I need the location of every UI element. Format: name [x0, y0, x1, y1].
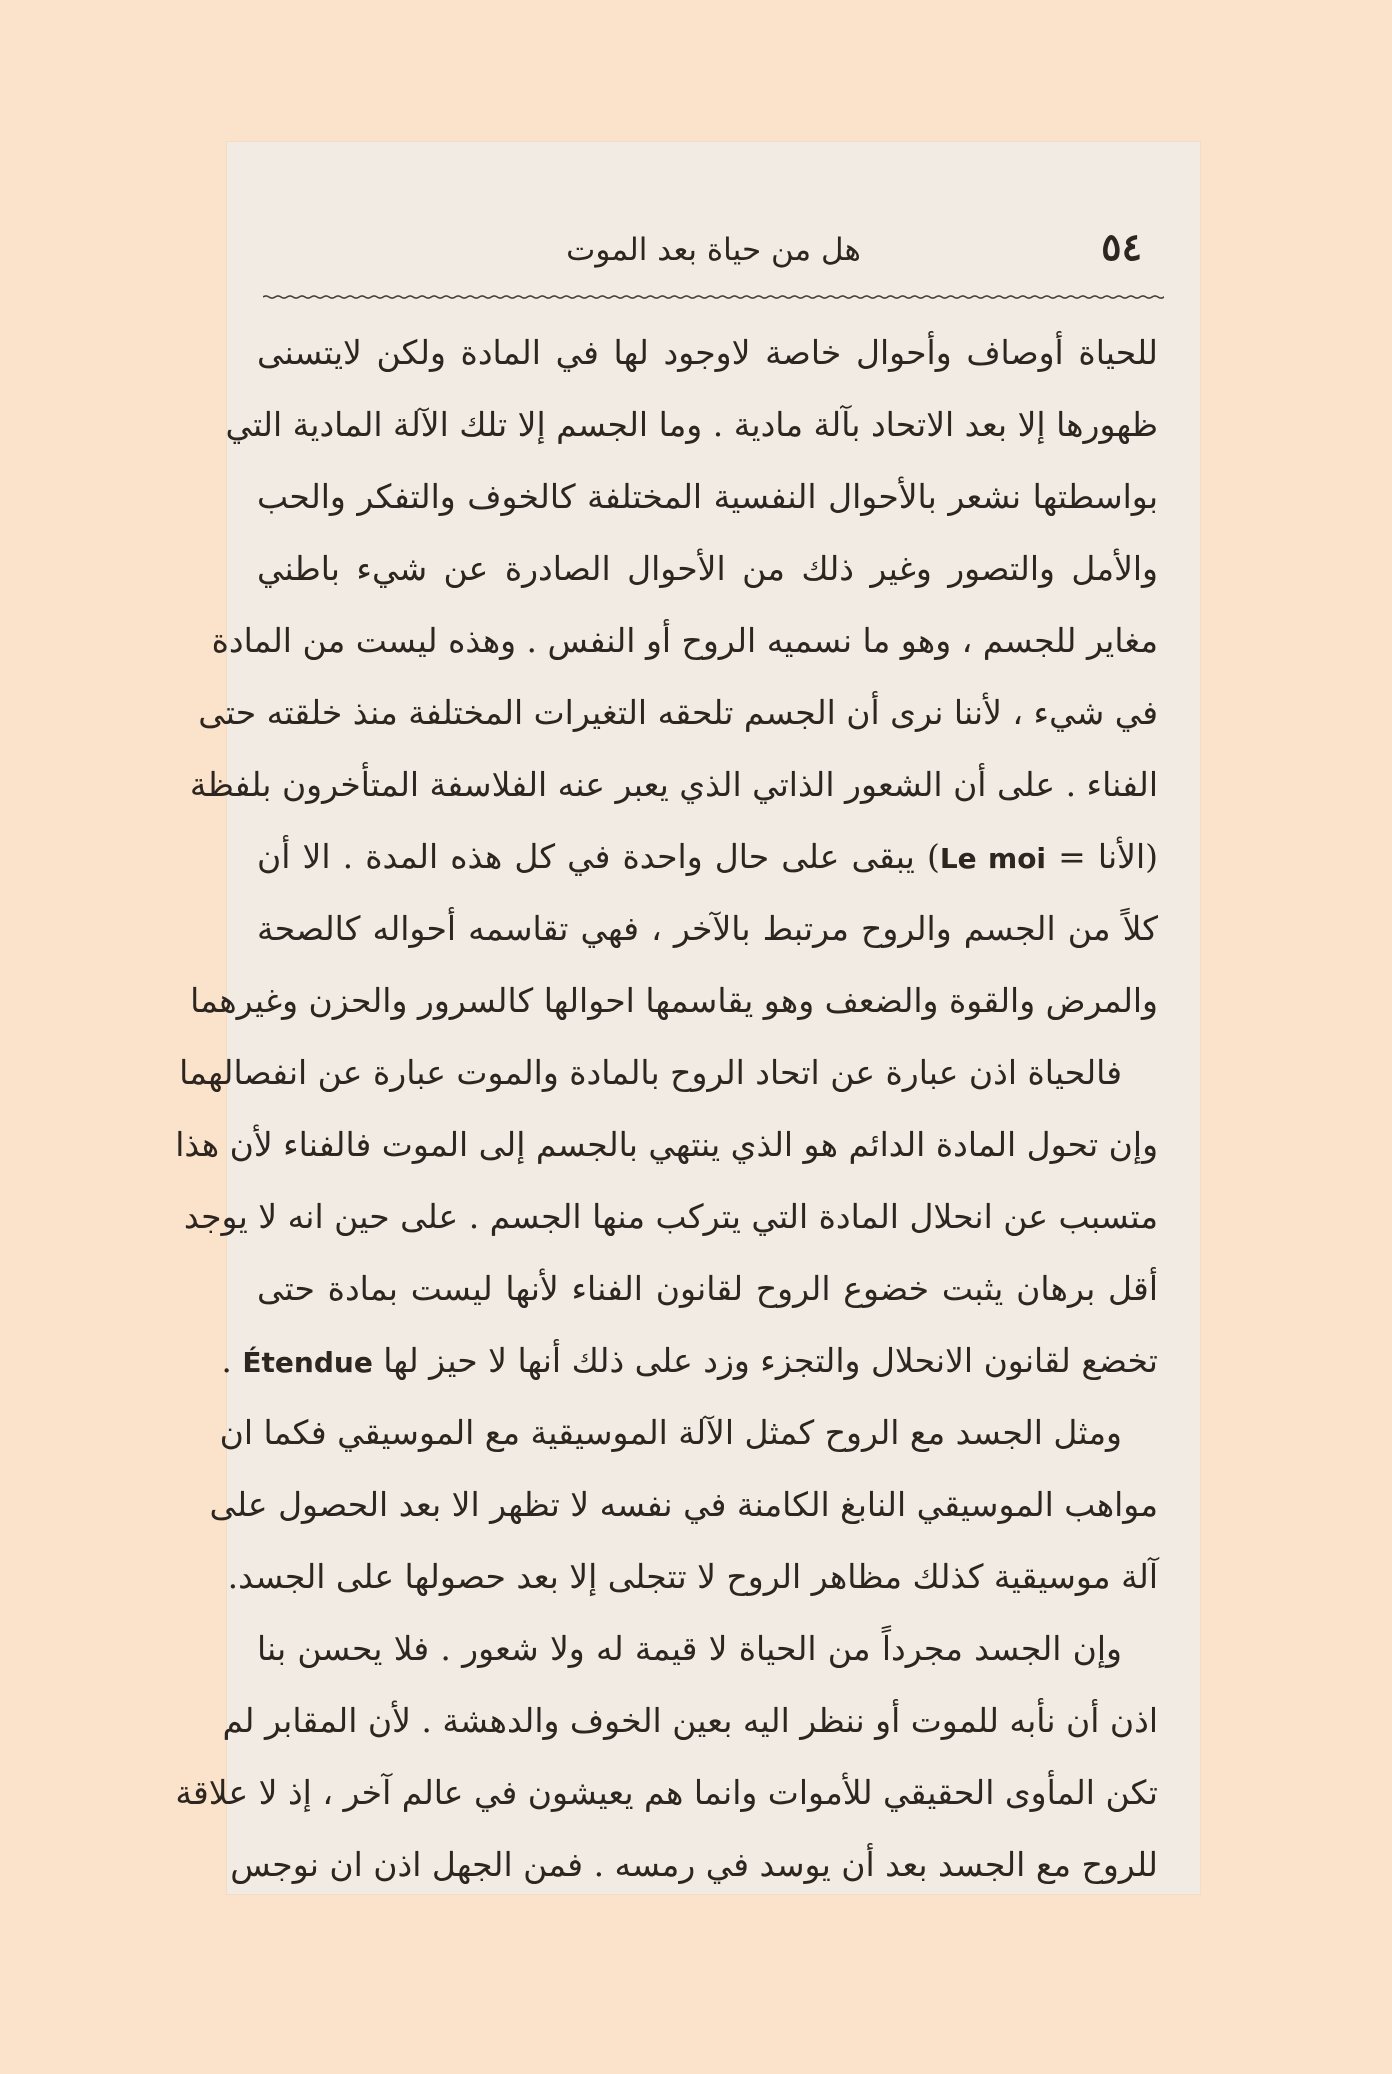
text-line: تخضع لقانون الانحلال والتجزء وزد على ذلك أنها لا حيز لها Étendue .: [221, 1341, 1158, 1380]
text-line: اذن أن نأبه للموت أو ننظر اليه بعين الخوف والدهشة . لأن المقابر لم: [222, 1701, 1158, 1740]
text-line: كلاً من الجسم والروح مرتبط بالآخر ، فهي تقاسمه أحواله كالصحة: [257, 909, 1158, 948]
text-line: متسبب عن انحلال المادة التي يتركب منها الجسم . على حين انه لا يوجد: [183, 1197, 1158, 1236]
text-line: والأمل والتصور وغير ذلك من الأحوال الصادرة عن شيء باطني: [257, 549, 1158, 588]
text-line: (الأنا = Le moi) يبقى على حال واحدة في كل هذه المدة . الا أن: [257, 837, 1159, 876]
header-wavy-rule: [263, 292, 1164, 302]
running-title: هل من حياة بعد الموت: [566, 232, 861, 268]
text-line: والمرض والقوة والضعف وهو يقاسمها احوالها كالسرور والحزن وغيرهما: [190, 981, 1158, 1020]
text-line: تكن المأوى الحقيقي للأموات وانما هم يعيشون في عالم آخر ، إذ لا علاقة: [175, 1773, 1158, 1812]
text-line: في شيء ، لأننا نرى أن الجسم تلحقه التغيرات المختلفة منذ خلقته حتى: [198, 693, 1158, 732]
text-line: وإن الجسد مجرداً من الحياة لا قيمة له ولا شعور . فلا يحسن بنا: [257, 1629, 1122, 1668]
page-body-text: [175, 317, 1159, 1901]
text-line: ظهورها إلا بعد الاتحاد بآلة مادية . وما الجسم إلا تلك الآلة المادية التي: [225, 405, 1158, 444]
text-line: للحياة أوصاف وأحوال خاصة لاوجود لها في المادة ولكن لايتسنى: [257, 333, 1158, 372]
text-line: أقل برهان يثبت خضوع الروح لقانون الفناء لأنها ليست بمادة حتى: [257, 1269, 1158, 1308]
text-line: للروح مع الجسد بعد أن يوسد في رمسه . فمن الجهل اذن ان نوجس: [230, 1845, 1158, 1884]
text-line: فالحياة اذن عبارة عن اتحاد الروح بالمادة والموت عبارة عن انفصالهما: [179, 1053, 1122, 1092]
text-line: آلة موسيقية كذلك مظاهر الروح لا تتجلى إلا بعد حصولها على الجسد.: [227, 1557, 1158, 1596]
text-line: مواهب الموسيقي النابغ الكامنة في نفسه لا تظهر الا بعد الحصول على: [209, 1485, 1158, 1524]
page-number: ٥٤: [1101, 224, 1142, 269]
latin-term: Étendue: [242, 1346, 373, 1379]
text-line: الفناء . على أن الشعور الذاتي الذي يعبر عنه الفلاسفة المتأخرون بلفظة: [189, 765, 1158, 804]
page-header: [263, 224, 1164, 284]
text-line: مغاير للجسم ، وهو ما نسميه الروح أو النفس . وهذه ليست من المادة: [211, 621, 1158, 660]
latin-term: Le moi: [939, 842, 1047, 875]
text-line: بواسطتها نشعر بالأحوال النفسية المختلفة كالخوف والتفكر والحب: [257, 477, 1158, 516]
text-line: وإن تحول المادة الدائم هو الذي ينتهي بالجسم إلى الموت فالفناء لأن هذا: [175, 1125, 1158, 1164]
text-line: ومثل الجسد مع الروح كمثل الآلة الموسيقية مع الموسيقي فكما ان: [219, 1413, 1122, 1452]
book-page: [175, 142, 1200, 1894]
